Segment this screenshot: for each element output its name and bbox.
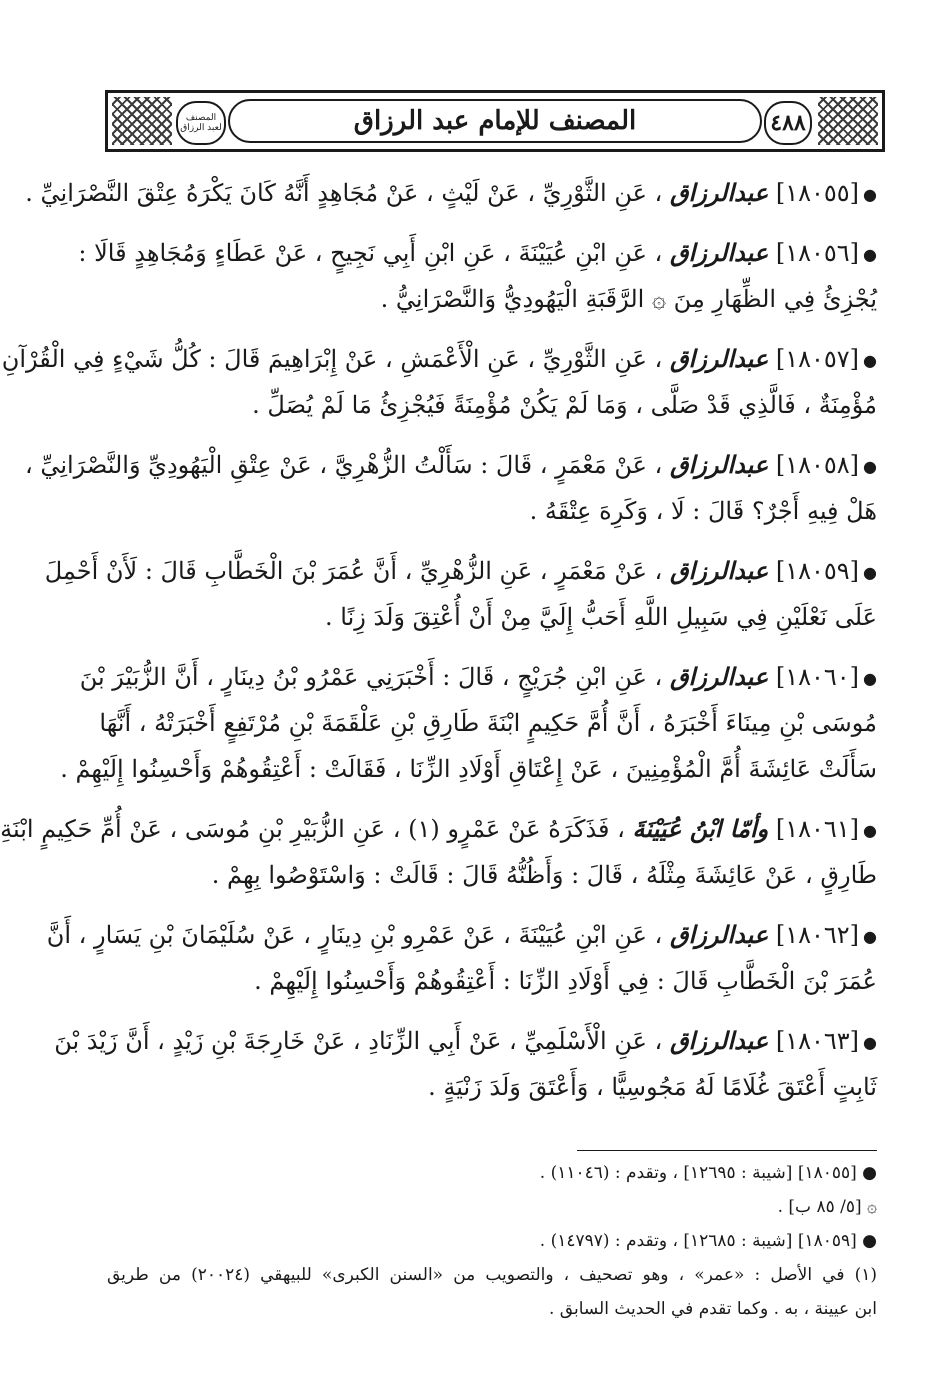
hadith-line: ●[١٨٠٥٦] عبدالرزاق ، عَنِ ابْنِ عُيَيْنَةَ ، عَنِ ابْنِ أَبِي نَجِيحٍ ، عَنْ عَطَاءٍ وَمُجَاهِدٍ قَالَا :: [78, 238, 877, 267]
hadith-line: ●[١٨٠٥٥] عبدالرزاق ، عَنِ الثَّوْرِيِّ ، عَنْ لَيْثٍ ، عَنْ مُجَاهِدٍ أَنَّهُ كَانَ يَكْرَهُ عِتْقَ النَّصْرَانِيِّ .: [25, 178, 877, 207]
narrator-name: وأمّا ابْنُ عُيَيْنَةَ: [632, 814, 769, 843]
hadith-number: ١٨٠٦١: [785, 815, 850, 843]
hadith-line: [60, 746, 877, 792]
hadith-entry: [0, 806, 877, 898]
footnote-line: ● [١٨٠٥٥] [شيبة : ١٢٦٩٥] ، وتقدم : (١١٠٤٦) .: [539, 1163, 877, 1183]
narrator-name: عبدالرزاق: [669, 920, 769, 949]
hadith-text: ، عَنِ الثَّوْرِيِّ ، عَنِ الْأَعْمَشِ ، عَنْ إِبْرَاهِيمَ قَالَ : كُلُّ شَيْءٍ فِي الْقُرْآنِ: [1, 345, 663, 373]
narrator-name: عبدالرزاق: [669, 556, 769, 585]
hadith-text: طَارِقٍ ، عَنْ عَائِشَةَ مِثْلَهُ ، قَالَ : وَأَظُنُّهُ قَالَ : قَالَتْ : وَاسْتَوْصُوا بِهِمْ .: [211, 861, 877, 889]
hadith-text: ، عَنْ مَعْمَرٍ ، قَالَ : سَأَلْتُ الزُّهْرِيَّ ، عَنْ عِتْقِ الْيَهُودِيِّ وَالنَّصْرَانِيِّ ،: [24, 451, 663, 479]
hadith-text: عَلَى نَعْلَيْنِ فِي سَبِيلِ اللَّهِ أَحَبُّ إِلَيَّ مِنْ أَنْ أُعْتِقَ وَلَدَ زِنًا .: [325, 603, 877, 631]
book-title: المصنف للإمام عبد الرزاق: [353, 106, 637, 136]
hadith-line: [107, 958, 877, 1004]
hadith-line: ●[١٨٠٦٢] عبدالرزاق ، عَنِ ابْنِ عُيَيْنَةَ ، عَنْ عَمْرِو بْنِ دِينَارٍ ، عَنْ سُلَيْمَانَ بْنِ يَسَارٍ ، أَنَّ: [46, 920, 877, 949]
hadith-entry: [78, 230, 877, 322]
hadith-number: ١٨٠٥٨: [785, 451, 850, 479]
hadith-text: سَأَلَتْ عَائِشَةَ أُمَّ الْمُؤْمِنِينَ ، عَنْ إِعْتَاقِ أَوْلَادِ الزِّنَا ، فَقَالَتْ : أَعْتِقُوهُمْ وَأَحْسِنُوا إِلَيْهِمْ .: [60, 755, 877, 783]
hadith-line: [107, 1064, 877, 1110]
bullet-icon: ●: [863, 926, 877, 946]
hadith-number: ١٨٠٥٦: [785, 239, 850, 267]
hadith-line: ●[١٨٠٦٠] عبدالرزاق ، عَنِ ابْنِ جُرَيْجٍ ، قَالَ : أَخْبَرَنِي عَمْرُو بْنُ دِينَارٍ ، أَنَّ الزُّبَيْرَ بْنَ: [79, 662, 877, 691]
hadith-entry: [1, 336, 877, 428]
hadith-line: [99, 700, 877, 746]
hadith-number: ١٨٠٥٩: [785, 557, 850, 585]
hadith-line: [107, 382, 877, 428]
hadith-text: ، فَذَكَرَهُ عَنْ عَمْرٍو (١) ، عَنِ الزُّبَيْرِ بْنِ مُوسَى ، عَنْ أُمِّ حَكِيمٍ ابْنَةِ: [0, 815, 625, 843]
hadith-line: [107, 488, 877, 534]
hadith-line: [107, 276, 877, 322]
hadith-text: ، عَنِ الْأَسْلَمِيِّ ، عَنْ أَبِي الزِّنَادِ ، عَنْ خَارِجَةَ بْنِ زَيْدٍ ، أَنَّ زَيْدَ بْنَ: [54, 1027, 663, 1055]
hadith-line: ●[١٨٠٥٧] عبدالرزاق ، عَنِ الثَّوْرِيِّ ، عَنِ الْأَعْمَشِ ، عَنْ إِبْرَاهِيمَ قَالَ : كُلُّ شَيْءٍ فِي الْقُرْآنِ: [1, 344, 877, 373]
hadith-text: يُجْزِئُ فِي الظِّهَارِ مِنَ ۞ الرَّقَبَةِ الْيَهُودِيُّ وَالنَّصْرَانِيُّ .: [380, 285, 877, 313]
hadith-line: [107, 594, 877, 640]
footnote-line: (١) في الأصل : «عمر» ، وهو تصحيف ، والتصويب من «السنن الكبرى» للبيهقي (٢٠٠٢٤) من طريق: [107, 1265, 877, 1285]
hadith-list: [0, 170, 877, 1124]
hadith-text: مُؤْمِنَةٌ ، فَالَّذِي قَدْ صَلَّى ، وَمَا لَمْ يَكُنْ مُؤْمِنَةً فَيُجْزِئُ مَا لَمْ يُصَلِّ .: [252, 391, 877, 419]
header-title-frame: [228, 99, 762, 143]
bullet-icon: ●: [863, 456, 877, 476]
hadith-entry: [25, 170, 877, 216]
hadith-line: ●[١٨٠٥٨] عبدالرزاق ، عَنْ مَعْمَرٍ ، قَالَ : سَأَلْتُ الزُّهْرِيَّ ، عَنْ عِتْقِ الْيَهُودِيِّ وَالنَّصْرَانِيِّ ،: [24, 450, 877, 479]
hadith-entry: [54, 1018, 877, 1110]
hadith-text: هَلْ فِيهِ أَجْرٌ؟ قَالَ : لَا ، وَكَرِهَ عِتْقَهُ .: [529, 497, 877, 525]
bullet-icon: ●: [863, 350, 877, 370]
footnote-line: ۞ [٥/ ٨٥ ب] .: [777, 1197, 877, 1217]
hadith-text: مُوسَى بْنِ مِينَاءَ أَخْبَرَهُ ، أَنَّ أُمَّ حَكِيمٍ ابْنَةَ طَارِقِ بْنِ عَلْقَمَةَ بْنِ مُرْتَفِعٍ أَخْبَرَتْهُ ، أَنَّهَا: [99, 709, 877, 737]
bullet-icon: ●: [863, 562, 877, 582]
hadith-number: ١٨٠٥٥: [785, 179, 850, 207]
hadith-text: ، عَنِ ابْنِ عُيَيْنَةَ ، عَنْ عَمْرِو بْنِ دِينَارٍ ، عَنْ سُلَيْمَانَ بْنِ يَسَارٍ ، أَنَّ: [46, 921, 663, 949]
book-seal-logo: المصنف لعبد الرزاق: [176, 101, 226, 145]
footnote-line: ابن عيينة ، به . وكما تقدم في الحديث السابق .: [549, 1299, 877, 1319]
hadith-entry: [60, 654, 877, 792]
hadith-entry: [24, 442, 877, 534]
hadith-text: ثَابِتٍ أَعْتَقَ غُلَامًا لَهُ مَجُوسِيًّا ، وَأَعْتَقَ وَلَدَ زَنْيَةٍ .: [428, 1073, 877, 1101]
narrator-name: عبدالرزاق: [669, 1026, 769, 1055]
hadith-entry: [44, 548, 877, 640]
hadith-text: ، عَنْ مَعْمَرٍ ، عَنِ الزُّهْرِيِّ ، أَنَّ عُمَرَ بْنَ الْخَطَّابِ قَالَ : لَأَنْ أَحْمِلَ: [44, 557, 663, 585]
bullet-icon: ●: [863, 1032, 877, 1052]
hadith-text: عُمَرَ بْنَ الْخَطَّابِ قَالَ : فِي أَوْلَادِ الزِّنَا : أَعْتِقُوهُمْ وَأَحْسِنُوا إِلَيْهِمْ .: [254, 967, 877, 995]
page-number: ٤٨٨: [764, 101, 812, 145]
narrator-name: عبدالرزاق: [669, 344, 769, 373]
hadith-line: ●[١٨٠٦١] وأمّا ابْنُ عُيَيْنَةَ ، فَذَكَرَهُ عَنْ عَمْرٍو (١) ، عَنِ الزُّبَيْرِ بْنِ مُوسَى ، عَنْ أُمِّ حَكِيمٍ ابْنَةِ: [0, 814, 877, 843]
hadith-line: [107, 852, 877, 898]
hadith-number: ١٨٠٦٢: [785, 921, 850, 949]
hadith-line: ●[١٨٠٥٩] عبدالرزاق ، عَنْ مَعْمَرٍ ، عَنِ الزُّهْرِيِّ ، أَنَّ عُمَرَ بْنَ الْخَطَّابِ قَالَ : لَأَنْ أَحْمِلَ: [44, 556, 877, 585]
footnotes: [107, 1156, 877, 1326]
bullet-icon: ●: [863, 244, 877, 264]
footnote-line: ● [١٨٠٥٩] [شيبة : ١٢٦٨٥] ، وتقدم : (١٤٧٩٧) .: [539, 1231, 877, 1251]
bullet-icon: ●: [863, 668, 877, 688]
narrator-name: عبدالرزاق: [669, 450, 769, 479]
hadith-number: ١٨٠٦٣: [785, 1027, 850, 1055]
bullet-icon: ●: [863, 184, 877, 204]
narrator-name: عبدالرزاق: [669, 178, 769, 207]
page-header: [105, 90, 885, 152]
hadith-text: ، عَنِ ابْنِ جُرَيْجٍ ، قَالَ : أَخْبَرَنِي عَمْرُو بْنُ دِينَارٍ ، أَنَّ الزُّبَيْرَ بْنَ: [79, 663, 663, 691]
hadith-number: ١٨٠٦٠: [785, 663, 850, 691]
bullet-icon: ●: [863, 820, 877, 840]
hadith-text: ، عَنِ الثَّوْرِيِّ ، عَنْ لَيْثٍ ، عَنْ مُجَاهِدٍ أَنَّهُ كَانَ يَكْرَهُ عِتْقَ النَّصْرَانِيِّ .: [25, 179, 663, 207]
hadith-text: ، عَنِ ابْنِ عُيَيْنَةَ ، عَنِ ابْنِ أَبِي نَجِيحٍ ، عَنْ عَطَاءٍ وَمُجَاهِدٍ قَالَا :: [78, 239, 663, 267]
hadith-number: ١٨٠٥٧: [785, 345, 850, 373]
footnote-divider: [577, 1150, 877, 1151]
narrator-name: عبدالرزاق: [669, 238, 769, 267]
hadith-line: ●[١٨٠٦٣] عبدالرزاق ، عَنِ الْأَسْلَمِيِّ ، عَنْ أَبِي الزِّنَادِ ، عَنْ خَارِجَةَ بْنِ زَيْدٍ ، أَنَّ زَيْدَ بْنَ: [54, 1026, 877, 1055]
hadith-entry: [46, 912, 877, 1004]
narrator-name: عبدالرزاق: [669, 662, 769, 691]
